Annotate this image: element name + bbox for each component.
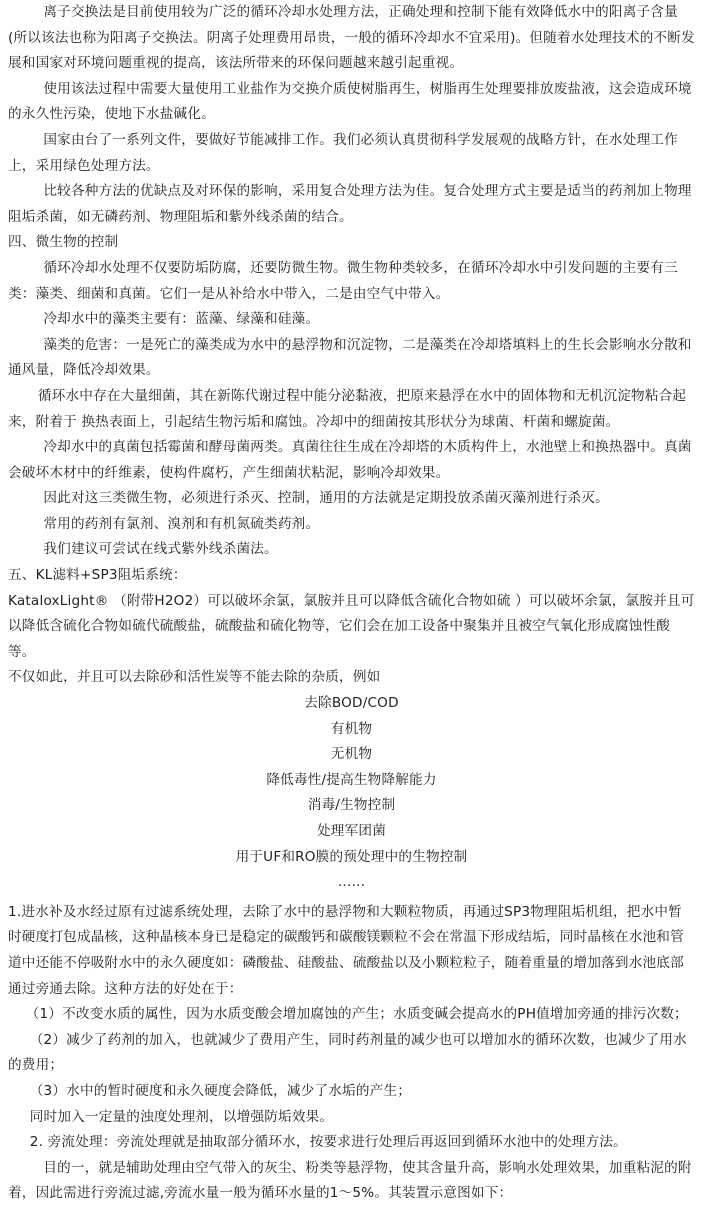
list-item-ellipsis: ……: [337, 874, 366, 891]
paragraph-benefit-3: （3）水中的暂时硬度和永久硬度会降低，减少了水垢的产生；: [29, 1082, 412, 1099]
paragraph-side-stream-purpose: 目的一，就是辅助处理由空气带入的灰尘、粉类等悬浮物，使其含量升高，影响水处理效果，加重粘泥的附着，因此需进行旁流过滤,旁流水量一般为循环水量的1～5%。其装置示意图如下：: [8, 1159, 692, 1202]
paragraph-algae-harm: 藻类的危害：一是死亡的藻类成为水中的悬浮物和沉淀物，二是藻类在冷却塔填料上的生长会影响水分散和通风量，降低冷却效果。: [8, 336, 692, 379]
paragraph-composite-method: 比较各种方法的优缺点及对环保的影响，采用复合处理方法为佳。复合处理方式主要是适当的药剂加上物理阻垢杀菌，如无磷药剂、物理阻垢和紫外线杀菌的结合。: [8, 183, 692, 225]
benefits-list: [8, 691, 695, 896]
paragraph-side-stream: 2. 旁流处理：旁流处理就是抽取部分循环水，按要求进行处理后再返回到循环水池中的处理方法。: [29, 1134, 627, 1151]
paragraph-bacteria: 循环水中存在大量细菌，其在新陈代谢过程中能分泌黏液，把原来悬浮在水中的固体物和无机沉淀物粘合起来，附着于 换热表面上，引起结生物污垢和腐蚀。冷却中的细菌按其形状分为球菌、杆菌和螺旋菌。: [8, 387, 687, 430]
section-heading-kl-sp3: 五、KL滤料+SP3阻垢系统：: [8, 567, 187, 584]
paragraph-microbe-intro: 循环冷却水处理不仅要防垢防腐，还要防微生物。微生物种类较多，在循环冷却水中引发问题的主要有三类：藻类、细菌和真菌。它们一是从补给水中带入，二是由空气中带入。: [8, 259, 678, 302]
paragraph-impurities: 不仅如此，并且可以去除砂和活性炭等不能去除的杂质，例如: [8, 669, 381, 686]
paragraph-ion-exchange: 离子交换法是目前使用较为广泛的循环冷却水处理方法，正确处理和控制下能有效降低水中的阳离子含量(所以该法也称为阳离子交换法。阴离子处理费用昂贵，一般的循环冷却水不宜采用)。但随着水处理技术的不断发展和国家对环境问题重视的提高，该法所带来的环保问题越来越引起重视。: [8, 4, 695, 72]
paragraph-turbidity-agent: 同时加入一定量的浊度处理剂，以增强防垢效果。: [29, 1108, 334, 1125]
paragraph-benefit-1: （1）不改变水质的属性，因为水质变酸会增加腐蚀的产生；水质变碱会提高水的PH值增加旁通的排污次数；: [25, 1006, 688, 1023]
paragraph-kataloxlight: KataloxLight® （附带H2O2）可以破坏余氯，氯胺并且可以降低含硫化合物如硫 ）可以破坏余氯，氯胺并且可以降低含硫化合物如硫代硫酸盐，硫酸盐和硫化物等，它们会在加工设备中聚集并且被空气氧化形成腐蚀性酸等。: [8, 592, 695, 660]
paragraph-sp3-process: 1.进水补及水经过原有过滤系统处理，去除了水中的悬浮物和大颗粒物质，再通过SP3物理阻垢机组，把水中暂时硬度打包成晶核，这种晶核本身已是稳定的碳酸钙和碳酸镁颗粒不会在常温下形成结垢，同时晶核在水池和管道中还能不停吸附水中的永久硬度如：磷酸盐、硅酸盐、硫酸盐以及小颗粒粒子，随着重量的增加落到水池底部通过旁通去除。这种方法的好处在于：: [8, 903, 684, 997]
list-item: 用于UF和RO膜的预处理中的生物控制: [235, 848, 468, 865]
list-item: 消毒/生物控制: [307, 797, 396, 814]
paragraph-salt-regeneration: 使用该法过程中需要大量使用工业盐作为交换介质使树脂再生，树脂再生处理要排放废盐液，这会造成环境的永久性污染，使地下水盐碱化。: [8, 80, 692, 123]
paragraph-common-agents: 常用的药剂有氯剂、溴剂和有机氮硫类药剂。: [43, 515, 320, 532]
paragraph-sterilization: 因此对这三类微生物，必须进行杀灭、控制，通用的方法就是定期投放杀菌灭藻剂进行杀灭。: [43, 490, 609, 507]
list-item: 去除BOD/COD: [304, 695, 399, 712]
paragraph-algae-types: 冷却水中的藻类主要有：蓝藻、绿藻和硅藻。: [43, 311, 320, 328]
section-heading-microbe-control: 四、微生物的控制: [8, 234, 119, 251]
list-item: 有机物: [330, 720, 373, 737]
list-item: 无机物: [330, 746, 373, 763]
paragraph-benefit-2: （2）减少了药剂的加入，也就减少了费用产生，同时药剂量的减少也可以增加水的循环次数，也减少了用水的费用；: [8, 1031, 687, 1074]
paragraph-fungi: 冷却水中的真菌包括霉菌和酵母菌两类。真菌往往生成在冷却塔的木质构件上，水池壁上和换热器中。真菌会破坏木材中的纤维素，使构件腐朽，产生细菌状粘泥，影响冷却效果。: [8, 439, 692, 481]
paragraph-uv-suggestion: 我们建议可尝试在线式紫外线杀菌法。: [43, 541, 278, 558]
list-item: 降低毒性/提高生物降解能力: [266, 771, 437, 788]
list-item: 处理军团菌: [317, 823, 386, 839]
paragraph-national-policy: 国家由台了一系列文件，要做好节能减排工作。我们必须认真贯彻科学发展观的战略方针，在水处理工作上，采用绿色处理方法。: [8, 131, 678, 174]
